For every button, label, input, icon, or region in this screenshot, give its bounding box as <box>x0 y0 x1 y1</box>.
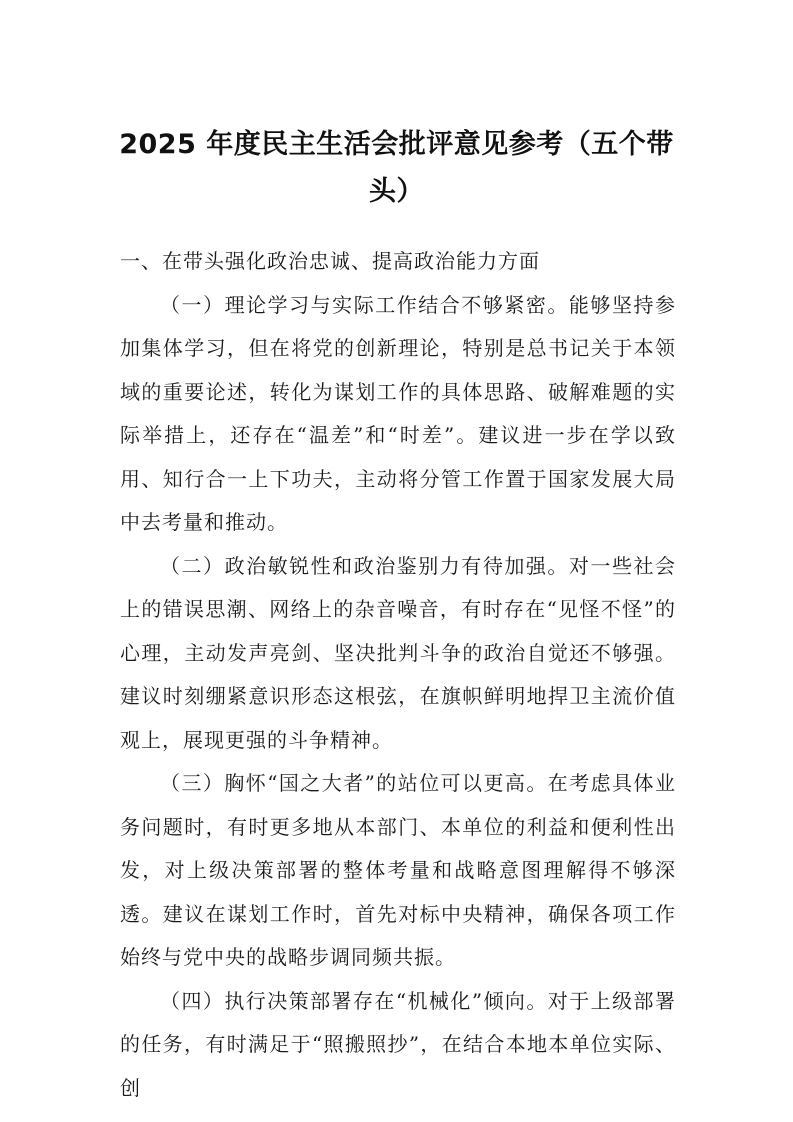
paragraph-1: （一）理论学习与实际工作结合不够紧密。能够坚持参加集体学习，但在将党的创新理论，特别是总书记关于本领域的重要论述，转化为谋划工作的具体思路、破解难题的实际举措上，还存在“温差”和“时差”。建议进一步在学以致用、知行合一上下功夫，主动将分管工作置于国家发展大局中去考量和推动。 <box>120 292 676 534</box>
paragraph-2: （二）政治敏锐性和政治鉴别力有待加强。对一些社会上的错误思潮、网络上的杂音噪音，有时存在“见怪不怪”的心理，主动发声亮剑、坚决批判斗争的政治自觉还不够强。建议时刻绷紧意识形态这根弦，在旗帜鲜明地捍卫主流价值观上，展现更强的斗争精神。 <box>120 553 676 752</box>
paragraph-4: （四）执行决策部署存在“机械化”倾向。对于上级部署的任务，有时满足于“照搬照抄”，在结合本地本单位实际、创 <box>120 988 676 1100</box>
document-body <box>120 240 676 1110</box>
paragraph-3: （三）胸怀“国之大者”的站位可以更高。在考虑具体业务问题时，有时更多地从本部门、本单位的利益和便利性出发，对上级决策部署的整体考量和战略意图理解得不够深透。建议在谋划工作时，首先对标中央精神，确保各项工作始终与党中央的战略步调同频共振。 <box>120 771 676 969</box>
document-title: 2025 年度民主生活会批评意见参考（五个带头） <box>119 129 674 207</box>
section-heading: 一、在带头强化政治忠诚、提高政治能力方面 <box>120 249 540 273</box>
